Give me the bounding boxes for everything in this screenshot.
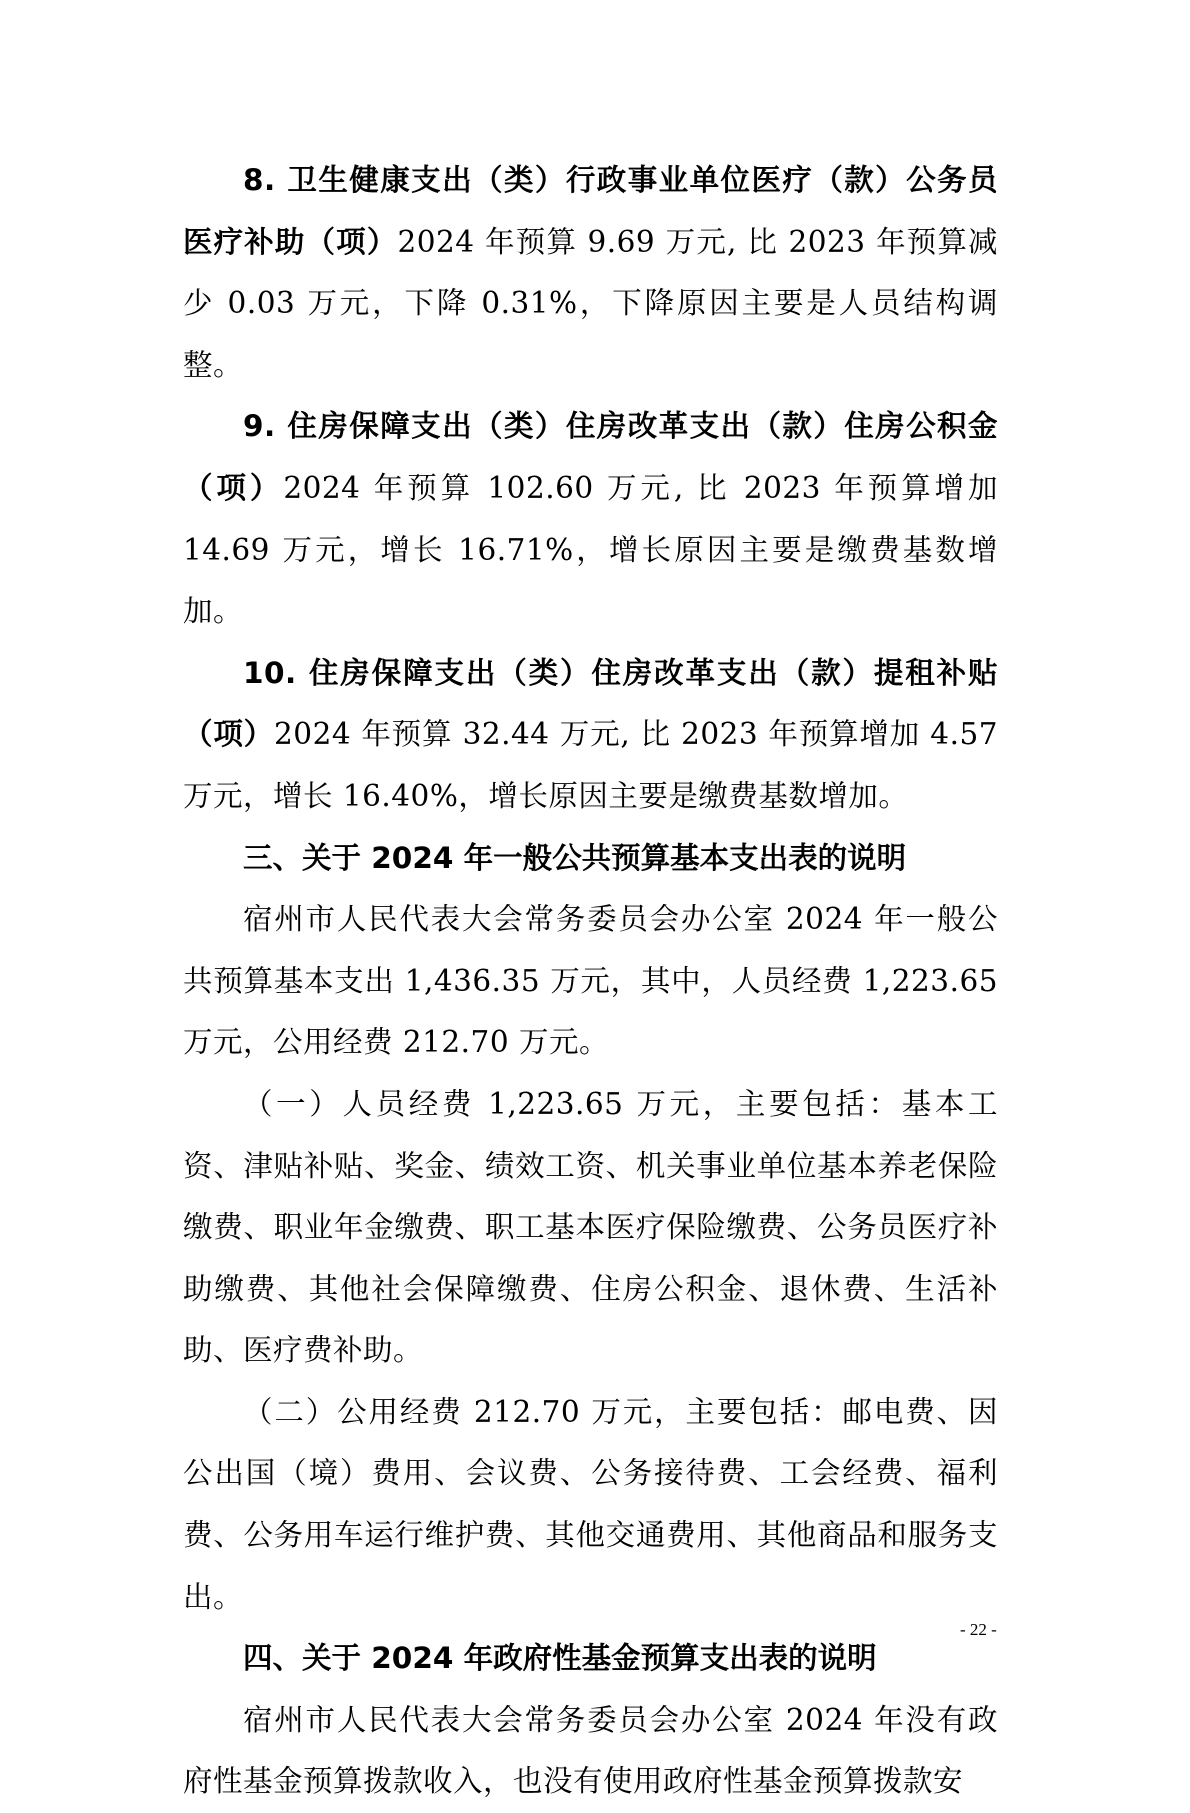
document-body	[183, 150, 998, 1813]
item-9-paragraph	[183, 396, 998, 642]
section-4-intro: 宿州市人民代表大会常务委员会办公室 2024 年没有政府性基金预算拨款收入，也没有使用政府性基金预算拨款安	[183, 1702, 998, 1799]
item-9-body: 2024 年预算 102.60 万元, 比 2023 年预算增加 14.69 万元，增长 16.71%，增长原因主要是缴费基数增加。	[183, 470, 998, 629]
item-10-paragraph	[183, 643, 998, 828]
item-10-title: 10. 住房保障支出（类）住房改革支出（款）提租补贴（项）	[183, 655, 998, 752]
section-4-heading: 四、关于 2024 年政府性基金预算支出表的说明	[243, 1641, 877, 1676]
item-10-body: 2024 年预算 32.44 万元, 比 2023 年预算增加 4.57 万元，增长 16.40%，增长原因主要是缴费基数增加。	[183, 717, 998, 813]
section-3-public: （二）公用经费 212.70 万元，主要包括：邮电费、因公出国（境）费用、会议费、公务接待费、工会经费、福利费、公务用车运行维护费、其他交通费用、其他商品和服务支出。	[183, 1394, 998, 1614]
page-number: - 22 -	[960, 1620, 997, 1639]
item-8-title: 8. 卫生健康支出（类）行政事业单位医疗（款）公务员医疗补助（项）	[183, 163, 998, 259]
section-3-intro: 宿州市人民代表大会常务委员会办公室 2024 年一般公共预算基本支出 1,436.35 万元，其中，人员经费 1,223.65 万元，公用经费 212.70 万元。	[183, 902, 998, 1060]
item-8-body: 2024 年预算 9.69 万元, 比 2023 年预算减少 0.03 万元，下降 0.31%，下降原因主要是人员结构调整。	[183, 224, 998, 382]
section-3-personnel: （一）人员经费 1,223.65 万元，主要包括：基本工资、津贴补贴、奖金、绩效工资、机关事业单位基本养老保险缴费、职业年金缴费、职工基本医疗保险缴费、公务员医疗补助缴费、其他社会保障缴费、住房公积金、退休费、生活补助、医疗费补助。	[183, 1086, 998, 1368]
item-9-title: 9. 住房保障支出（类）住房改革支出（款）住房公积金（项）	[183, 409, 998, 505]
item-8-paragraph	[183, 150, 998, 396]
section-3-heading: 三、关于 2024 年一般公共预算基本支出表的说明	[243, 840, 907, 875]
